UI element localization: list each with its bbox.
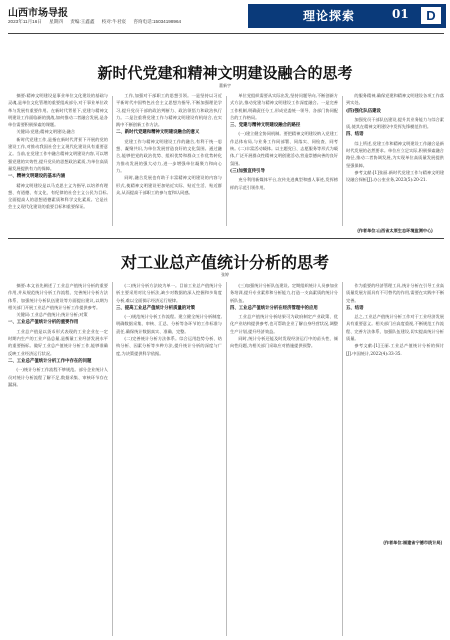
section-heading: 四、结语 (346, 132, 364, 138)
issue-meta (8, 19, 187, 25)
issue-weekday: 星期四 (49, 19, 63, 24)
body-paragraph: 作为重要的经济管理工具,统计分析在引导工业高质量发展方面具有不可替代的作用,需要在实践中不断完善。 (346, 283, 444, 303)
article1-author: 董新宇 (219, 83, 231, 88)
section-banner (248, 4, 446, 28)
section-heading: 四、工业总产值统计分析在经济管理中的应用 (230, 305, 318, 311)
body-paragraph: (二)统计分析方法较为单一。目前工业总产值统计分析主要采用对比分析法,缺少对数据的深入挖掘和多角度分析,难以全面揭示经济运行规律。 (116, 283, 222, 303)
article-separator (8, 238, 444, 239)
article1-col3 (230, 92, 338, 232)
header-rule (8, 33, 444, 34)
section-name: 理论探索 (303, 9, 356, 23)
article2-col1 (8, 282, 108, 636)
body-paragraph: 精神文明建设是以马克思主义为指导,以培养有理想、有道德、有文化、有纪律的社会主义公民为目标,全面提高人的思想道德素质和科学文化素质。它是社会主义现代化建设的重要目标和重要保证。 (8, 182, 108, 210)
section-heading: 一、工业总产值统计分析的重要作用 (8, 320, 79, 326)
section-heading: 五、结语 (346, 305, 364, 311)
body-paragraph: 摘要:本文首先阐述了工业总产值统计分析的重要作用,并从规范统计分析工作流程、完善统计分析方法体系、加强统计分析队伍建设等方面提出建议,以期为相关部门开展工业总产值统计分析工作提供参考。 (8, 283, 108, 310)
issue-editor: 责编:王鑫鑫 (70, 19, 95, 24)
issue-hotline: 咨询电话:15034198964 (133, 19, 182, 24)
section-heading: 三、提高工业总产值统计分析质量的对策 (116, 305, 196, 311)
body-paragraph: (三)加强统计分析队伍建设。定期组织统计人员参加业务培训,提升专业素养和分析能力,打造一支高素质的统计分析队伍。 (230, 283, 338, 303)
body-paragraph: 参考文献:[1]张丽.新时代党建工作与精神文明建设融合探析[J].办公室业务,2023(5):20-21. (346, 169, 444, 183)
article1-col1 (8, 92, 108, 232)
page-number: 01 (392, 7, 409, 21)
body-paragraph: (一)统计分析工作流程不够规范。部分企业统计人员对统计分析流程了解不足,数据采集、审核环节存在漏洞。 (8, 367, 108, 387)
column-divider (342, 282, 343, 636)
article2-author: 张婷 (221, 272, 229, 277)
body-paragraph: 摘要:精神文明建设是事业单位文化建设的基础与灵魂,是单位文化管理的重要组成部分,对于事业单位改革与发展有重要作用。在新时代背景下,党建与精神文明建设工作面临新的挑战,如何推动二者融合发展,是各单位需要积极探索的课题。 (8, 93, 108, 128)
article1-author-unit: (作者单位:山西省太原生态环境监测中心) (357, 228, 433, 233)
body-paragraph: 综上所述,党建工作和精神文明建设工作融合是新时代发展的必然要求。单位应立足实际,积极探索融合路径,推动二者协调发展,为实现单位高质量发展提供坚强保障。 (346, 140, 444, 168)
section-heading: (三)加强宣传引导 (230, 168, 265, 174)
body-paragraph: 加强党员干部队伍建设,提升其业务能力与综合素质,使其在精神文明建设中发挥先锋模范作用。 (346, 116, 444, 130)
body-paragraph: 的服务精神,确保党建和精神文明建设各项工作落到实处。 (346, 93, 444, 106)
body-paragraph: (二)完善统计分析方法体系。综合运用趋势分析、结构分析、因素分析等多种方法,提升统计分析的深度与广度,为决策提供科学依据。 (116, 336, 222, 356)
page-letter: D (421, 7, 441, 24)
column-divider (226, 96, 227, 226)
body-paragraph: 参考文献:[1]王丽.工业总产值统计分析的探讨[J].中国统计,2022(4):33-35. (346, 343, 444, 356)
body-paragraph: 工业总产值是以货币形式表现的工业企业在一定时期内生产的工业产品总量,是衡量工业经济发展水平的重要指标。做好工业总产值统计分析工作,能够准确反映工业经济运行状况。 (8, 328, 108, 356)
article1-title: 新时代党建和精神文明建设融合的思考 (97, 64, 353, 82)
body-paragraph: 充分利用新媒体平台,宣传先进典型和感人事迹,发挥榜样的示范引领作用。 (230, 177, 338, 190)
body-paragraph: (一)建立健全协同机制。要把精神文明建设纳入党建工作总体布局,与业务工作同部署、同落实、同检查、同考核。(二)丰富活动载体。以主题党日、志愿服务等形式为载体,广泛开展群众性精神文明创建活动,营造崇德向善的良好氛围。 (230, 131, 338, 166)
section-heading: (四)强化队伍建设 (346, 108, 381, 114)
body-paragraph: 单位党组织需要从实际出发,坚持问题导向,不断创新方式方法,推动党建与精神文明建设工作深度融合。一是完善工作机制,明确责任分工,形成党委统一领导、各部门协同配合的工作格局。 (230, 93, 338, 120)
body-paragraph: 党建工作与精神文明建设工作的融合,有利于统一思想、凝聚共识,为单位发展营造良好的文化氛围。通过融合,能够把党的政治优势、组织优势和群众工作优势转化为推动发展的强大动力,进一步增强单位凝聚力和向心力。 (116, 138, 222, 173)
article1-col4 (346, 92, 444, 224)
article2-author-unit: (作者单位:福建省宁德市统计局) (383, 540, 442, 545)
article1-col2 (116, 92, 222, 232)
article2-title: 对工业总产值统计分析的思考 (120, 253, 329, 272)
article2-col4 (346, 282, 444, 536)
body-paragraph: 新时代党建工作,是指在新时代背景下开展的党的建设工作,对推动我国社会主义现代化建设具有重要意义。当前,在党建工作中融合精神文明建设内容,可以增强党建的实效性,提升党员的思想政治素质,为单位高质量发展提供有力的保障。 (8, 136, 108, 171)
body-paragraph: (一)规范统计分析工作流程。建立健全统计分析制度,明确数据采集、审核、汇总、分析等各环节的工作标准与责任,确保统计数据真实、准确、完整。 (116, 314, 222, 334)
body-paragraph: 同时,统计分析还能及时发现经济运行中的苗头性、倾向性问题,为相关部门采取应对措施提供预警。 (230, 336, 338, 349)
section-heading: 一、精神文明建设的基本内涵 (8, 174, 66, 180)
section-heading: 三、党建与精神文明建设融合的路径 (230, 123, 301, 129)
article2-col3 (230, 282, 338, 636)
issue-date: 2023年11月16日 (8, 19, 42, 24)
masthead (0, 0, 450, 40)
body-paragraph: 工作,加强对干部职工的思想引领。一是坚持以习近平新时代中国特色社会主义思想为指导,不断加强理论学习,提升党员干部的政治判断力、政治领悟力和政治执行力。二是注重将党建工作与精神文明建设有机结合,在实践中不断创新工作方法。 (116, 93, 222, 128)
body-paragraph: 总之,工业总产值统计分析工作对于工业经济发展具有重要意义。相关部门应高度重视,不断规范工作流程、完善方法体系、加强队伍建设,切实提高统计分析质量。 (346, 314, 444, 342)
body-paragraph: 同时,融合发展也有助于丰富精神文明建设的内容与形式,使精神文明建设更加贴近实际、贴近生活、贴近群众,从而提高干部职工的参与度和认同感。 (116, 175, 222, 195)
column-divider (342, 96, 343, 226)
issue-proof: 校对:牛君宸 (101, 19, 127, 24)
column-divider (112, 96, 113, 226)
section-heading: 二、新时代党建和精神文明建设融合的意义 (116, 130, 200, 136)
body-paragraph: 工业总产值统计分析结果可为政府制定产业政策、优化产业结构提供参考,也可帮助企业了解自身经营状况,调整生产计划,提升经济效益。 (230, 314, 338, 334)
column-divider (112, 282, 113, 636)
body-paragraph: 关键词:党建;精神文明建设;融合 (16, 129, 76, 135)
newspaper-name: 山西市场导报 (8, 8, 68, 19)
article2-col2 (116, 282, 222, 636)
column-divider (226, 282, 227, 636)
section-heading: 二、工业总产值统计分析工作中存在的问题 (8, 358, 92, 364)
body-paragraph: 关键词:工业总产值统计;统计分析;对策 (16, 312, 88, 318)
